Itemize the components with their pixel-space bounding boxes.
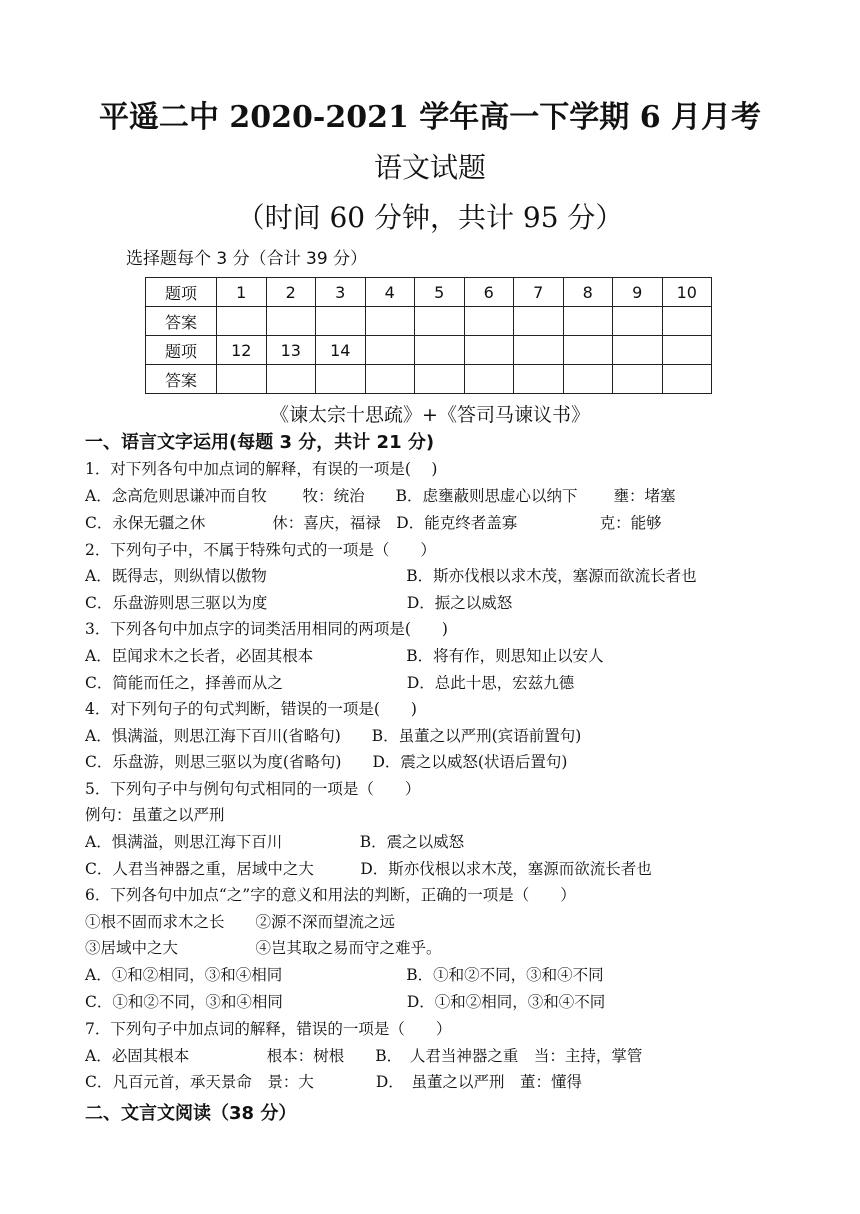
answer-cell[interactable] <box>514 307 564 336</box>
table-cell <box>464 336 514 365</box>
table-cell: 题项 <box>146 278 217 307</box>
question-line: C．人君当神器之重，居域中之大 D．斯亦伐根以求木茂，塞源而欲流长者也 <box>85 860 652 878</box>
exam-duration: （时间 60 分钟，共计 95 分） <box>236 201 624 234</box>
question-line: ①根不固而求木之长 ②源不深而望流之远 <box>85 913 396 931</box>
question-line: C．永保无疆之休 休：喜庆，福禄 D．能克终者盖寡 克：能够 <box>85 514 662 532</box>
exam-subject: 语文试题 <box>373 151 486 184</box>
table-cell: 1 <box>217 278 267 307</box>
answer-cell[interactable] <box>365 365 415 394</box>
table-cell: 13 <box>266 336 316 365</box>
answer-cell[interactable] <box>464 307 514 336</box>
question-line: ③居域中之大 ④岂其取之易而守之难乎。 <box>85 939 442 957</box>
table-cell <box>563 336 613 365</box>
answer-cell[interactable] <box>266 365 316 394</box>
question-line: A．臣闻求木之长者，必固其根本 B．将有作，则思知止以安人 <box>85 647 604 665</box>
table-cell: 8 <box>563 278 613 307</box>
question-line: C．乐盘游则思三驱以为度 D．振之以威怒 <box>85 594 513 612</box>
answer-cell[interactable] <box>662 307 712 336</box>
table-cell: 4 <box>365 278 415 307</box>
exam-title: 平遥二中 2020-2021 学年高一下学期 6 月月考 <box>98 100 762 135</box>
question-line: 例句：虽董之以严刑 <box>85 806 225 824</box>
table-cell: 7 <box>514 278 564 307</box>
question-line: C．简能而任之，择善而从之 D．总此十思，宏兹九德 <box>85 674 575 692</box>
choice-score-note: 选择题每个 3 分（合计 39 分） <box>126 249 368 269</box>
answer-table-row <box>146 307 712 336</box>
question-line: 3．下列各句中加点字的词类活用相同的两项是( ) <box>85 620 448 638</box>
question-line: A．惧满溢，则思江海下百川(省略句) B．虽董之以严刑(宾语前置句) <box>85 727 582 745</box>
answer-cell[interactable] <box>464 365 514 394</box>
answer-table-row <box>146 336 712 365</box>
answer-cell[interactable] <box>415 307 465 336</box>
question-line: C．①和②不同，③和④相同 D．①和②相同，③和④不同 <box>85 993 606 1011</box>
answer-cell[interactable] <box>365 307 415 336</box>
answer-cell[interactable] <box>613 365 663 394</box>
question-line: A．念高危则思谦冲而自牧 牧：统治 B．虑壅蔽则思虚心以纳下 壅：堵塞 <box>85 487 676 505</box>
answer-cell[interactable] <box>316 365 366 394</box>
table-cell: 3 <box>316 278 366 307</box>
question-line: A．既得志，则纵情以傲物 B．斯亦伐根以求木茂，塞源而欲流长者也 <box>85 567 697 585</box>
question-line: C．乐盘游，则思三驱以为度(省略句) D．震之以威怒(状语后置句) <box>85 753 568 771</box>
answer-table-row <box>146 365 712 394</box>
answer-cell[interactable] <box>613 307 663 336</box>
answer-cell[interactable] <box>563 307 613 336</box>
table-cell: 10 <box>662 278 712 307</box>
passage-title: 《谏太宗十思疏》+《答司马谏议书》 <box>270 404 590 426</box>
question-line: 4．对下列句子的句式判断，错误的一项是( ) <box>85 700 417 718</box>
answer-table-row <box>146 278 712 307</box>
question-line: 5．下列句子中与例句句式相同的一项是（ ） <box>85 780 421 798</box>
table-cell: 12 <box>217 336 267 365</box>
table-cell <box>662 336 712 365</box>
question-line: 2．下列句子中，不属于特殊句式的一项是（ ） <box>85 541 436 559</box>
table-cell <box>365 336 415 365</box>
question-line: 1．对下列各句中加点词的解释，有误的一项是( ) <box>85 460 438 478</box>
table-cell: 2 <box>266 278 316 307</box>
answer-cell[interactable] <box>415 365 465 394</box>
answer-cell[interactable] <box>266 307 316 336</box>
table-cell <box>514 336 564 365</box>
answer-cell[interactable] <box>316 307 366 336</box>
question-line: A．①和②相同，③和④相同 B．①和②不同，③和④不同 <box>85 966 604 984</box>
answer-table <box>145 277 712 394</box>
section-heading-2: 二、文言文阅读（38 分） <box>85 1103 297 1124</box>
answer-cell[interactable] <box>217 365 267 394</box>
question-line: 6．下列各句中加点“之”字的意义和用法的判断，正确的一项是（ ） <box>85 886 576 904</box>
answer-cell[interactable] <box>514 365 564 394</box>
table-cell: 答案 <box>146 307 217 336</box>
question-line: A．惧满溢，则思江海下百川 B．震之以威怒 <box>85 833 465 851</box>
table-cell: 9 <box>613 278 663 307</box>
table-cell: 题项 <box>146 336 217 365</box>
table-cell <box>415 336 465 365</box>
question-line: A．必固其根本 根本：树根 B． 人君当神器之重 当：主持，掌管 <box>85 1047 643 1065</box>
question-line: 7．下列句子中加点词的解释，错误的一项是（ ） <box>85 1020 452 1038</box>
answer-cell[interactable] <box>563 365 613 394</box>
section-heading-1: 一、语言文字运用(每题 3 分，共计 21 分) <box>85 432 435 453</box>
table-cell: 6 <box>464 278 514 307</box>
answer-cell[interactable] <box>662 365 712 394</box>
question-line: C．凡百元首，承天景命 景：大 D． 虽董之以严刑 董：懂得 <box>85 1073 583 1091</box>
table-cell: 5 <box>415 278 465 307</box>
answer-cell[interactable] <box>217 307 267 336</box>
table-cell <box>613 336 663 365</box>
table-cell: 14 <box>316 336 366 365</box>
table-cell: 答案 <box>146 365 217 394</box>
